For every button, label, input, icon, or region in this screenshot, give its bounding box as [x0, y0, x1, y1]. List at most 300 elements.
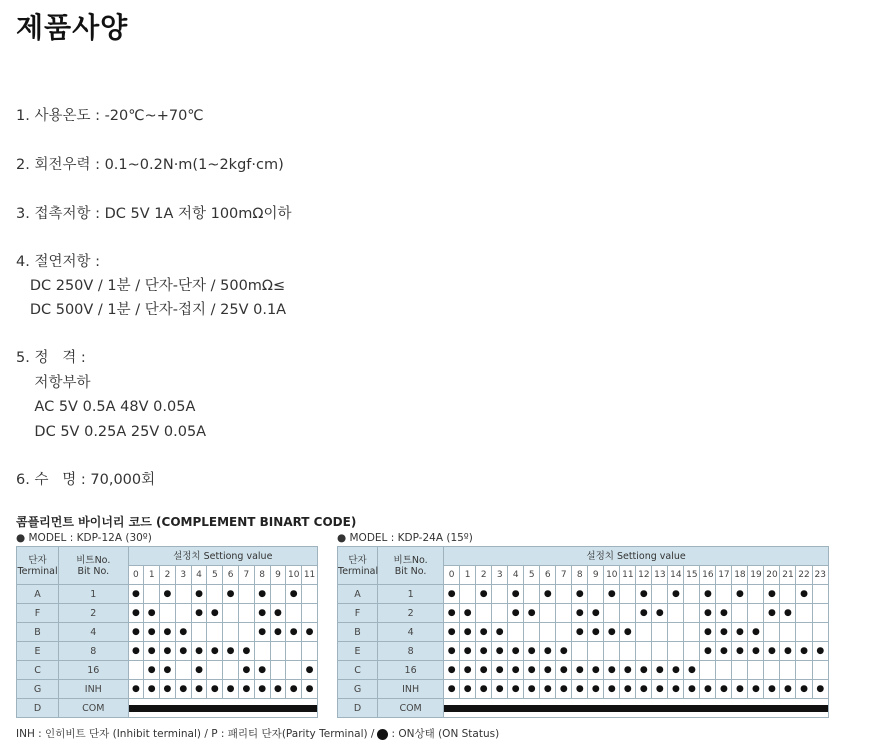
- on-dot-cell: ●: [556, 680, 572, 699]
- on-dot-cell: ●: [476, 623, 492, 642]
- setting-column-number: 0: [128, 566, 144, 585]
- empty-cell: [796, 604, 812, 623]
- empty-cell: [144, 585, 160, 604]
- setting-column-number: 6: [223, 566, 239, 585]
- on-dot-cell: ●: [460, 642, 476, 661]
- on-dot-cell: ●: [270, 680, 286, 699]
- on-dot-cell: ●: [652, 604, 668, 623]
- on-dot-cell: ●: [238, 642, 254, 661]
- empty-cell: [476, 604, 492, 623]
- on-dot-cell: ●: [286, 623, 302, 642]
- empty-cell: [207, 585, 223, 604]
- empty-cell: [812, 661, 829, 680]
- empty-cell: [128, 661, 144, 680]
- bit-no-cell: INH: [59, 680, 128, 699]
- empty-cell: [207, 661, 223, 680]
- on-dot-cell: ●: [812, 642, 829, 661]
- setting-column-number: 16: [700, 566, 716, 585]
- on-dot-cell: ●: [636, 661, 652, 680]
- table-row: [17, 623, 318, 642]
- setting-column-number: 2: [476, 566, 492, 585]
- empty-cell: [684, 623, 700, 642]
- empty-cell: [238, 604, 254, 623]
- on-dot-cell: ●: [780, 642, 796, 661]
- on-dot-cell: ●: [160, 623, 176, 642]
- empty-cell: [492, 585, 508, 604]
- table-row: [338, 680, 829, 699]
- on-dot-cell: ●: [588, 623, 604, 642]
- on-dot-cell: ●: [748, 642, 764, 661]
- setting-column-number: 8: [572, 566, 588, 585]
- on-dot-cell: ●: [556, 642, 572, 661]
- empty-cell: [302, 604, 318, 623]
- com-bar-fill: [129, 705, 317, 712]
- on-dot-cell: ●: [254, 680, 270, 699]
- spec-line: 6. 수 명 : 70,000회: [16, 472, 156, 488]
- bit-no-cell: 16: [59, 661, 128, 680]
- bit-no-cell: 4: [378, 623, 444, 642]
- spec-line: 5. 정 격 :: [16, 350, 86, 366]
- on-dot-cell: ●: [302, 661, 318, 680]
- table-row: [17, 642, 318, 661]
- header-setting-value: 설정치 Settiong value: [444, 547, 829, 566]
- on-dot-cell: ●: [540, 642, 556, 661]
- on-dot-cell: ●: [254, 604, 270, 623]
- table-row: [17, 661, 318, 680]
- table-row: [17, 585, 318, 604]
- empty-cell: [556, 623, 572, 642]
- empty-cell: [636, 642, 652, 661]
- on-dot-cell: ●: [604, 680, 620, 699]
- on-dot-cell: ●: [780, 604, 796, 623]
- on-dot-cell: ●: [764, 604, 780, 623]
- terminal-cell: D: [338, 699, 378, 718]
- on-dot-cell: ●: [604, 661, 620, 680]
- on-dot-cell: ●: [460, 661, 476, 680]
- on-dot-cell: ●: [700, 642, 716, 661]
- setting-column-number: 1: [460, 566, 476, 585]
- on-dot-cell: ●: [764, 585, 780, 604]
- setting-column-number: 2: [160, 566, 176, 585]
- on-dot-cell: ●: [144, 642, 160, 661]
- on-dot-cell: ●: [144, 623, 160, 642]
- model-label-kdp-12a: ● MODEL : KDP-12A (30º): [16, 532, 152, 544]
- on-dot-cell: ●: [207, 642, 223, 661]
- on-dot-cell: ●: [620, 661, 636, 680]
- on-dot-cell: ●: [444, 661, 460, 680]
- empty-cell: [652, 623, 668, 642]
- setting-column-number: 9: [270, 566, 286, 585]
- empty-cell: [175, 604, 191, 623]
- empty-cell: [286, 604, 302, 623]
- empty-cell: [684, 642, 700, 661]
- on-dot-cell: ●: [508, 680, 524, 699]
- on-dot-cell: ●: [492, 661, 508, 680]
- header-bit-no: 비트No. Bit No.: [59, 547, 128, 585]
- on-dot-cell: ●: [144, 661, 160, 680]
- spec-line: DC 500V / 1분 / 단자-접지 / 25V 0.1A: [16, 302, 287, 318]
- setting-column-number: 7: [238, 566, 254, 585]
- on-dot-cell: ●: [128, 585, 144, 604]
- on-dot-cell: ●: [223, 642, 239, 661]
- empty-cell: [652, 585, 668, 604]
- empty-cell: [748, 661, 764, 680]
- setting-column-number: 9: [588, 566, 604, 585]
- empty-cell: [207, 623, 223, 642]
- on-dot-cell: ●: [286, 680, 302, 699]
- on-dot-cell: ●: [302, 623, 318, 642]
- table-row: [338, 623, 829, 642]
- empty-cell: [270, 661, 286, 680]
- empty-cell: [716, 661, 732, 680]
- empty-cell: [540, 623, 556, 642]
- on-dot-cell: ●: [652, 661, 668, 680]
- on-dot-cell: ●: [700, 623, 716, 642]
- empty-cell: [780, 585, 796, 604]
- on-dot-cell: ●: [160, 585, 176, 604]
- on-dot-cell: ●: [286, 585, 302, 604]
- empty-cell: [684, 585, 700, 604]
- on-dot-cell: ●: [748, 680, 764, 699]
- on-dot-cell: ●: [524, 604, 540, 623]
- on-dot-cell: ●: [620, 680, 636, 699]
- setting-column-number: 23: [812, 566, 829, 585]
- on-dot-cell: ●: [588, 661, 604, 680]
- empty-cell: [748, 585, 764, 604]
- on-dot-cell: ●: [572, 585, 588, 604]
- spec-line: DC 5V 0.25A 25V 0.05A: [16, 424, 207, 440]
- on-dot-cell: ●: [128, 680, 144, 699]
- terminal-cell: A: [17, 585, 59, 604]
- on-dot-cell: ●: [748, 623, 764, 642]
- empty-cell: [620, 604, 636, 623]
- on-dot-cell: ●: [508, 604, 524, 623]
- empty-cell: [780, 623, 796, 642]
- on-dot-cell: ●: [572, 680, 588, 699]
- table-row: [338, 642, 829, 661]
- setting-column-number: 6: [540, 566, 556, 585]
- on-dot-cell: ●: [128, 623, 144, 642]
- bit-no-cell: 1: [378, 585, 444, 604]
- bit-no-cell: 16: [378, 661, 444, 680]
- setting-column-number: 10: [286, 566, 302, 585]
- empty-cell: [588, 585, 604, 604]
- on-dot-cell: ●: [144, 680, 160, 699]
- setting-column-number: 21: [780, 566, 796, 585]
- empty-cell: [238, 585, 254, 604]
- on-dot-cell: ●: [668, 661, 684, 680]
- empty-cell: [588, 642, 604, 661]
- on-dot-cell: ●: [524, 680, 540, 699]
- on-dot-cell: ●: [444, 604, 460, 623]
- spec-line: AC 5V 0.5A 48V 0.05A: [16, 399, 196, 415]
- on-dot-cell: ●: [716, 642, 732, 661]
- on-dot-cell: ●: [716, 604, 732, 623]
- bit-no-cell: 2: [59, 604, 128, 623]
- on-dot-cell: ●: [160, 642, 176, 661]
- on-dot-cell: ●: [444, 585, 460, 604]
- on-dot-cell: ●: [700, 585, 716, 604]
- header-terminal: 단자 Terminal: [17, 547, 59, 585]
- setting-column-number: 7: [556, 566, 572, 585]
- setting-column-number: 11: [302, 566, 318, 585]
- on-dot-cell: ●: [460, 623, 476, 642]
- empty-cell: [175, 661, 191, 680]
- on-dot-cell: ●: [128, 642, 144, 661]
- on-dot-cell: ●: [668, 680, 684, 699]
- on-dot-cell: ●: [460, 680, 476, 699]
- bit-no-cell: INH: [378, 680, 444, 699]
- spec-line: 2. 회전우력 : 0.1~0.2N·m(1~2kgf·cm): [16, 157, 284, 173]
- empty-cell: [620, 642, 636, 661]
- setting-column-number: 11: [620, 566, 636, 585]
- terminal-cell: G: [338, 680, 378, 699]
- empty-cell: [223, 604, 239, 623]
- on-dot-cell: ●: [700, 680, 716, 699]
- empty-cell: [812, 585, 829, 604]
- empty-cell: [700, 661, 716, 680]
- setting-column-number: 1: [144, 566, 160, 585]
- empty-cell: [286, 642, 302, 661]
- on-dot-cell: ●: [254, 623, 270, 642]
- on-dot-cell: ●: [620, 623, 636, 642]
- empty-cell: [191, 623, 207, 642]
- on-dot-cell: ●: [588, 604, 604, 623]
- on-dot-cell: ●: [492, 623, 508, 642]
- on-dot-cell: ●: [524, 661, 540, 680]
- on-dot-cell: ●: [444, 623, 460, 642]
- on-dot-cell: ●: [764, 642, 780, 661]
- on-dot-cell: ●: [636, 585, 652, 604]
- on-dot-cell: ●: [476, 661, 492, 680]
- empty-cell: [223, 661, 239, 680]
- on-dot-cell: ●: [191, 661, 207, 680]
- on-dot-cell: ●: [508, 585, 524, 604]
- on-dot-cell: ●: [508, 642, 524, 661]
- on-dot-cell: ●: [302, 680, 318, 699]
- on-dot-cell: ●: [796, 680, 812, 699]
- on-dot-cell: ●: [460, 604, 476, 623]
- on-dot-cell: ●: [812, 680, 829, 699]
- empty-cell: [508, 623, 524, 642]
- empty-cell: [460, 585, 476, 604]
- empty-cell: [540, 604, 556, 623]
- binary-code-table-kdp-24a: [337, 546, 829, 718]
- setting-column-number: 4: [191, 566, 207, 585]
- empty-cell: [302, 585, 318, 604]
- table-row: [338, 661, 829, 680]
- on-dot-cell: ●: [796, 642, 812, 661]
- empty-cell: [270, 585, 286, 604]
- on-dot-cell: ●: [572, 623, 588, 642]
- on-dot-cell: ●: [652, 680, 668, 699]
- on-dot-cell: ●: [588, 680, 604, 699]
- empty-cell: [812, 623, 829, 642]
- table-row: [17, 680, 318, 699]
- terminal-cell: B: [17, 623, 59, 642]
- terminal-cell: C: [338, 661, 378, 680]
- on-dot-cell: ●: [716, 623, 732, 642]
- on-dot-cell: ●: [540, 585, 556, 604]
- empty-cell: [764, 661, 780, 680]
- on-dot-cell: ●: [254, 661, 270, 680]
- on-dot-cell: ●: [444, 680, 460, 699]
- setting-column-number: 22: [796, 566, 812, 585]
- setting-column-number: 20: [764, 566, 780, 585]
- on-dot-cell: ●: [160, 680, 176, 699]
- empty-cell: [556, 604, 572, 623]
- setting-column-number: 15: [684, 566, 700, 585]
- empty-cell: [716, 585, 732, 604]
- terminal-cell: B: [338, 623, 378, 642]
- on-dot-cell: ●: [556, 661, 572, 680]
- empty-cell: [748, 604, 764, 623]
- on-dot-cell: ●: [732, 623, 748, 642]
- on-dot-cell: ●: [668, 585, 684, 604]
- page-title: 제품사양: [16, 11, 129, 44]
- empty-cell: [668, 623, 684, 642]
- terminal-cell: C: [17, 661, 59, 680]
- on-dot-cell: ●: [572, 661, 588, 680]
- on-dot-cell: ●: [700, 604, 716, 623]
- spec-line: 4. 절연저항 :: [16, 254, 100, 270]
- setting-column-number: 12: [636, 566, 652, 585]
- on-dot-cell: ●: [476, 680, 492, 699]
- setting-column-number: 8: [254, 566, 270, 585]
- on-dot-cell: ●: [716, 680, 732, 699]
- empty-cell: [604, 604, 620, 623]
- code-section-title: 콤플리먼트 바이너리 코드 (COMPLEMENT BINART CODE): [16, 515, 357, 529]
- empty-cell: [796, 661, 812, 680]
- setting-column-number: 19: [748, 566, 764, 585]
- empty-cell: [732, 661, 748, 680]
- on-dot-cell: ●: [270, 623, 286, 642]
- on-dot-cell: ●: [604, 623, 620, 642]
- setting-column-number: 4: [508, 566, 524, 585]
- terminal-cell: G: [17, 680, 59, 699]
- bit-no-cell: 2: [378, 604, 444, 623]
- empty-cell: [796, 623, 812, 642]
- on-dot-cell: ●: [764, 680, 780, 699]
- footnote-text: INH : 인히비트 단자 (Inhibit terminal) / P : 패리티 단자(Parity Terminal) /: [16, 728, 375, 740]
- on-dot-cell: ●: [780, 680, 796, 699]
- setting-column-number: 13: [652, 566, 668, 585]
- bit-no-cell: COM: [59, 699, 128, 718]
- on-dot-cell: ●: [732, 642, 748, 661]
- setting-column-number: 5: [524, 566, 540, 585]
- empty-cell: [302, 642, 318, 661]
- terminal-cell: E: [338, 642, 378, 661]
- on-dot-cell: ●: [732, 680, 748, 699]
- on-dot-cell: ●: [476, 642, 492, 661]
- on-dot-cell: ●: [175, 680, 191, 699]
- on-dot-cell: ●: [540, 661, 556, 680]
- setting-column-number: 10: [604, 566, 620, 585]
- empty-cell: [604, 642, 620, 661]
- binary-code-table-kdp-12a: [16, 546, 318, 718]
- terminal-cell: E: [17, 642, 59, 661]
- on-dot-cell: ●: [732, 585, 748, 604]
- terminal-cell: F: [338, 604, 378, 623]
- empty-cell: [175, 585, 191, 604]
- on-dot-cell: ●: [191, 680, 207, 699]
- on-dot-cell: ●: [796, 585, 812, 604]
- on-dot-cell: ●: [191, 604, 207, 623]
- empty-cell: [684, 604, 700, 623]
- on-dot-cell: ●: [540, 680, 556, 699]
- empty-cell: [636, 623, 652, 642]
- table-row: [338, 604, 829, 623]
- empty-cell: [524, 585, 540, 604]
- on-dot-cell: ●: [175, 642, 191, 661]
- empty-cell: [556, 585, 572, 604]
- on-dot-cell: ●: [223, 680, 239, 699]
- empty-cell: [732, 604, 748, 623]
- bit-no-cell: 8: [378, 642, 444, 661]
- on-dot-cell: ●: [175, 623, 191, 642]
- setting-column-number: 18: [732, 566, 748, 585]
- empty-cell: [620, 585, 636, 604]
- com-bar: [128, 699, 317, 718]
- spec-line: DC 250V / 1분 / 단자-단자 / 500mΩ≤: [16, 278, 286, 294]
- on-dot-cell: ●: [128, 604, 144, 623]
- bit-no-cell: 8: [59, 642, 128, 661]
- on-dot-cell: ●: [270, 604, 286, 623]
- bit-no-cell: 1: [59, 585, 128, 604]
- setting-column-number: 5: [207, 566, 223, 585]
- on-dot-cell: ●: [207, 604, 223, 623]
- on-dot-cell: ●: [524, 642, 540, 661]
- on-dot-cell: ●: [508, 661, 524, 680]
- empty-cell: [286, 661, 302, 680]
- terminal-cell: F: [17, 604, 59, 623]
- empty-cell: [668, 642, 684, 661]
- terminal-cell: A: [338, 585, 378, 604]
- footnote-legend: : ON상태 (ON Status): [391, 728, 500, 740]
- spec-line: 3. 접촉저항 : DC 5V 1A 저항 100mΩ이하: [16, 206, 292, 222]
- empty-cell: [270, 642, 286, 661]
- empty-cell: [764, 623, 780, 642]
- on-dot-cell: ●: [572, 604, 588, 623]
- setting-column-number: 0: [444, 566, 460, 585]
- header-bit-no: 비트No. Bit No.: [378, 547, 444, 585]
- empty-cell: [652, 642, 668, 661]
- on-dot-cell: ●: [444, 642, 460, 661]
- on-dot-cell: ●: [492, 642, 508, 661]
- on-dot-cell: ●: [636, 680, 652, 699]
- footnote: [16, 726, 499, 741]
- empty-cell: [238, 623, 254, 642]
- empty-cell: [223, 623, 239, 642]
- spec-line: 저항부하: [16, 375, 91, 391]
- on-dot-cell: ●: [207, 680, 223, 699]
- setting-column-number: 3: [492, 566, 508, 585]
- spec-line: 1. 사용온도 : -20℃~+70℃: [16, 108, 204, 124]
- empty-cell: [160, 604, 176, 623]
- bit-no-cell: 4: [59, 623, 128, 642]
- header-setting-value: 설정치 Settiong value: [128, 547, 317, 566]
- on-dot-cell: ●: [684, 661, 700, 680]
- on-dot-cell: ●: [191, 585, 207, 604]
- bit-no-cell: COM: [378, 699, 444, 718]
- empty-cell: [572, 642, 588, 661]
- table-row: [17, 604, 318, 623]
- table-row: [338, 699, 829, 718]
- setting-column-number: 17: [716, 566, 732, 585]
- on-dot-cell: ●: [254, 585, 270, 604]
- terminal-cell: D: [17, 699, 59, 718]
- model-label-kdp-24a: ● MODEL : KDP-24A (15º): [337, 532, 473, 544]
